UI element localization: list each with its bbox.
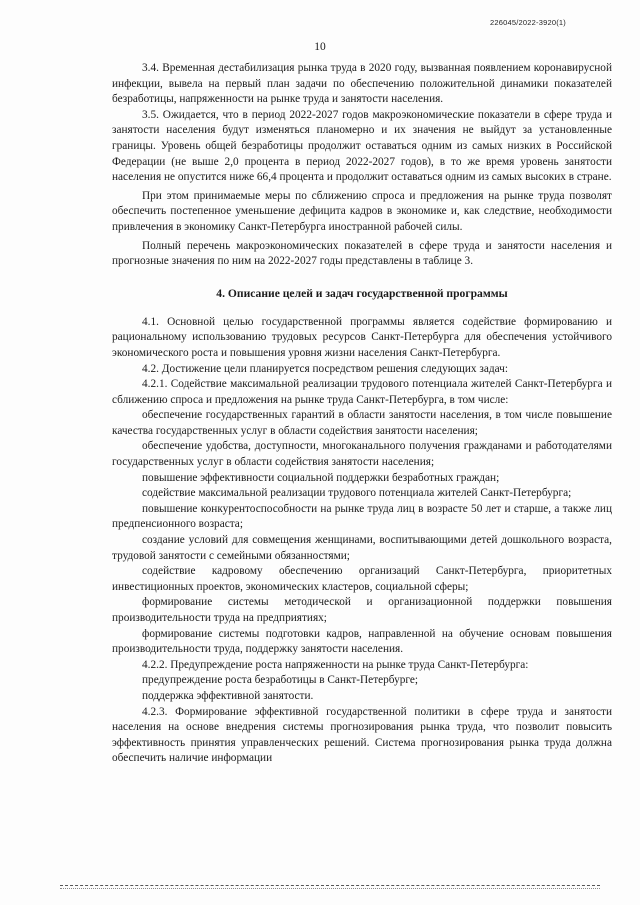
section-heading: 4. Описание целей и задач государственной программы (216, 286, 508, 300)
list-item: повышение эффективности социальной поддержки безработных граждан; (142, 471, 500, 484)
list-item: повышение конкурентоспособности на рынке труда лиц в возрасте 50 лет и старше, а также лиц предпенсионного возраста; (112, 502, 612, 531)
page-number: 10 (314, 41, 326, 53)
paragraph-measures: При этом принимаемые меры по сближению спроса и предложения на рынке труда позволят обеспечить постепенное уменьшение дефицита кадров в экономике и, как следствие, необходимости привлечения в экономику Санкт-Петербурга иностранной рабочей силы. (112, 189, 612, 233)
paragraph-4-1: 4.1. Основной целью государственной программы является содействие формированию и рациональному использованию трудовых ресурсов Санкт-Петербурга для обеспечения устойчивого экономического роста и повышения уровня жизни населения Санкт-Петербурга. (112, 315, 612, 359)
list-item: содействие кадровому обеспечению организаций Санкт-Петербурга, приоритетных инвестиционных проектов, экономических кластеров, социальной сферы; (112, 565, 612, 593)
document-registration-number: 226045/2022-3920(1) (490, 18, 566, 27)
list-item: содействие максимальной реализации трудового потенциала жителей Санкт-Петербурга; (142, 487, 572, 500)
list-item: создание условий для совмещения женщинами, воспитывающими детей дошкольного возраста, трудовой занятости с семейными обязанностями; (112, 534, 612, 562)
document-body (112, 61, 612, 767)
paragraph-indicators-list: Полный перечень макроэкономических показателей в сфере труда и занятости населения и прогнозные значения по ним на 2022-2027 годы представлены в таблице 3. (112, 239, 612, 268)
list-item: обеспечение удобства, доступности, многоканального получения гражданами и работодателями государственных услуг в области содействия занятости населения; (112, 440, 612, 469)
paragraph-4-2-1: 4.2.1. Содействие максимальной реализации трудового потенциала жителей Санкт-Петербурга и сближению спроса и предложения на рынке труда Санкт-Петербурга, в том числе: (112, 378, 612, 406)
paragraph-3-4: 3.4. Временная дестабилизация рынка труда в 2020 году, вызванная появлением коронавирусной инфекции, вывела на первый план задачи по обеспечению положительной динамики показателей безработицы, напряженности на рынке труда и занятости населения. (112, 62, 612, 106)
list-item: обеспечение государственных гарантий в области занятости населения, в том числе повышение качества государственных услуг в области содействия занятости населения; (112, 409, 612, 437)
footer-divider (60, 885, 600, 886)
paragraph-4-2-3: 4.2.3. Формирование эффективной государственной политики в сфере труда и занятости населения на основе внедрения системы прогнозирования рынка труда, что позволит повысить эффективность принятия управленческих решений. Система прогнозирования рынка труда должна обеспечить наличие информации (112, 705, 612, 765)
list-item: формирование системы методической и организационной поддержки повышения производительности труда на предприятиях; (112, 596, 612, 624)
list-item: поддержка эффективной занятости. (142, 689, 314, 702)
footer-divider (60, 888, 600, 889)
paragraph-4-2-2: 4.2.2. Предупреждение роста напряженности на рынке труда Санкт-Петербурга: (142, 658, 529, 671)
list-item: формирование системы подготовки кадров, направленной на обучение основам повышения производительности труда, поддержку занятости населения. (112, 627, 612, 656)
paragraph-3-5: 3.5. Ожидается, что в период 2022-2027 годов макроэкономические показатели в сфере труда и занятости населения будут изменяться планомерно и их значения не выйдут за установленные границы. Уровень общей безработицы продолжит оставаться одним из самых низких в Российской Федерации (не выше 2,0 процента в период 2022-2027 годов), в то же время уровень занятости населения не опустится ниже 66,4 процента и продолжит оставаться одним из самых высоких в стране. (112, 108, 612, 184)
list-item: предупреждение роста безработицы в Санкт-Петербурге; (142, 674, 419, 687)
paragraph-4-2: 4.2. Достижение цели планируется посредством решения следующих задач: (142, 362, 509, 375)
